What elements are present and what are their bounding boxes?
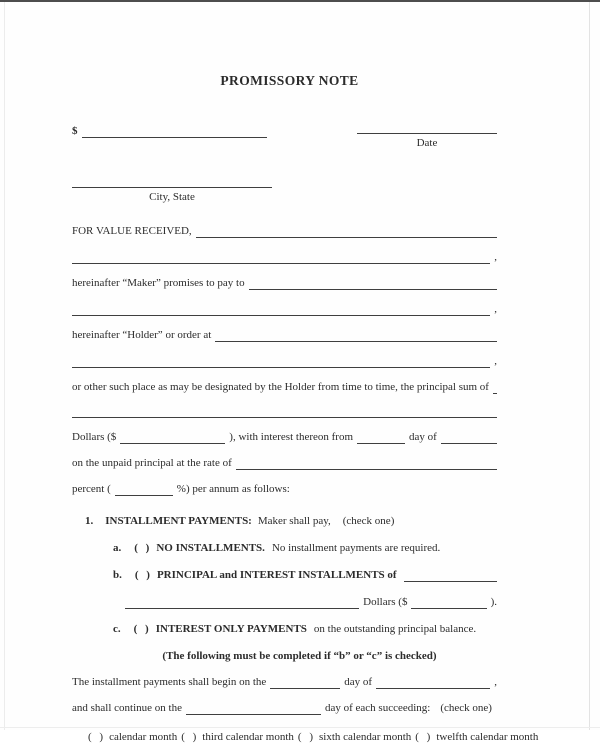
continue-rest-label: day of each succeeding: [324,702,431,714]
city-state-label: City, State [149,191,195,203]
option-c-row [72,622,497,636]
checkbox-c[interactable]: ( ) [133,623,149,635]
option-b-continuation-row [72,595,497,609]
option-b-row [72,568,497,582]
maker-name-field[interactable] [196,226,497,238]
percent-field[interactable] [115,484,173,496]
b-dollars-suffix: ). [490,596,497,608]
interest-thereon-label: ), with interest thereon from [229,431,354,443]
begin-comma: , [494,676,497,688]
completion-note-row [102,649,497,663]
date-group [357,122,497,150]
payment-place-field-2[interactable] [72,356,490,368]
begin-label: The installment payments shall begin on the [72,676,267,688]
interest-start-day-field[interactable] [357,432,405,444]
payment-place-field[interactable] [215,330,497,342]
frequency-options-row [72,730,539,744]
for-value-received-row [72,224,497,238]
option-twelfth-calendar-month [415,730,538,744]
document-content [72,73,539,744]
comma: , [494,251,497,263]
comma: , [494,355,497,367]
maker-continuation-row [72,250,497,264]
begin-month-field[interactable] [376,677,490,689]
sum-words-row [72,406,497,418]
check-one-label: (check one) [342,515,395,527]
dollars-prefix: Dollars ($ [72,431,117,443]
holder-order-label: hereinafter “Holder” or order at [72,329,212,341]
b-dollars-prefix: Dollars ($ [363,596,408,608]
begin-day-field[interactable] [270,677,340,689]
comma: , [494,303,497,315]
third-calendar-month-label: third calendar month [202,731,294,743]
option-b-bold: PRINCIPAL and INTEREST INSTALLMENTS of [156,569,397,581]
percent-suffix: %) per annum as follows: [176,483,290,495]
maker-name-field-2[interactable] [72,252,490,264]
amount-group [72,124,267,138]
option-b-letter: b. [113,569,122,581]
date-field[interactable] [357,122,497,134]
payee-continuation-row [72,302,497,316]
option-a-letter: a. [113,542,122,554]
installment-amount-field[interactable] [411,597,486,609]
percent-prefix: percent ( [72,483,111,495]
option-a-bold: NO INSTALLMENTS. [156,542,265,554]
installment-heading-rest: Maker shall pay, [257,515,331,527]
checkbox-third-calendar-month[interactable]: ( ) [181,731,197,743]
twelfth-calendar-month-label: twelfth calendar month [436,731,539,743]
begin-day-of-label: day of [344,676,373,688]
rate-words-field[interactable] [236,458,497,470]
payee-field-2[interactable] [72,304,490,316]
percent-row [72,482,497,496]
city-state-group [72,176,272,204]
continue-check-one-label: (check one) [440,702,492,714]
completion-note: (The following must be completed if “b” or “c” is checked) [162,650,437,662]
option-sixth-calendar-month [298,730,411,744]
payee-field[interactable] [249,278,497,290]
option-c-rest: on the outstanding principal balance. [313,623,477,635]
checkbox-a[interactable]: ( ) [134,542,150,554]
option-c-bold: INTEREST ONLY PAYMENTS [155,623,307,635]
option-a-rest: No installment payments are required. [271,542,441,554]
scan-edge-right [589,2,590,730]
interest-start-month-field[interactable] [441,432,497,444]
option-a-row [72,541,497,555]
checkbox-b[interactable]: ( ) [134,569,150,581]
day-of-label: day of [409,431,437,443]
installment-heading-bold: INSTALLMENT PAYMENTS: [105,515,252,527]
city-state-field[interactable] [72,176,272,188]
option-c-letter: c. [113,623,121,635]
amount-field[interactable] [82,126,267,138]
principal-sum-label: or other such place as may be designated by the Holder from time to time, the principal sum of [72,381,489,393]
continue-row [72,701,497,715]
promises-to-pay-row [72,276,497,290]
continue-day-field[interactable] [186,703,321,715]
amount-date-row [72,122,497,150]
item-number: 1. [85,515,94,527]
principal-sum-field[interactable] [493,382,497,394]
checkbox-calendar-month[interactable]: ( ) [88,731,104,743]
option-third-calendar-month [181,730,294,744]
date-label: Date [416,137,438,149]
checkbox-sixth-calendar-month[interactable]: ( ) [297,731,313,743]
scan-edge-left [4,2,5,730]
place-continuation-row [72,354,497,368]
page-title: PROMISSORY NOTE [220,73,359,88]
checkbox-twelfth-calendar-month[interactable]: ( ) [415,731,431,743]
installment-heading-row [72,514,497,528]
calendar-month-label: calendar month [109,731,178,743]
installment-amount-words-field[interactable] [404,570,497,582]
for-value-received-label: FOR VALUE RECEIVED, [72,225,192,237]
unpaid-principal-label: on the unpaid principal at the rate of [72,457,232,469]
principal-sum-words-field[interactable] [72,406,497,418]
option-calendar-month [88,730,177,744]
amount-prefix: $ [72,125,78,137]
begin-row [72,675,497,689]
continue-label: and shall continue on the [72,702,182,714]
holder-order-row [72,328,497,342]
principal-sum-row [72,380,497,394]
rate-row [72,456,497,470]
promises-to-pay-label: hereinafter “Maker” promises to pay to [72,277,245,289]
principal-amount-field[interactable] [120,432,225,444]
dollars-interest-row [72,430,497,444]
sixth-calendar-month-label: sixth calendar month [319,731,412,743]
installment-amount-words-field-2[interactable] [125,597,359,609]
scan-edge-top [0,0,600,2]
